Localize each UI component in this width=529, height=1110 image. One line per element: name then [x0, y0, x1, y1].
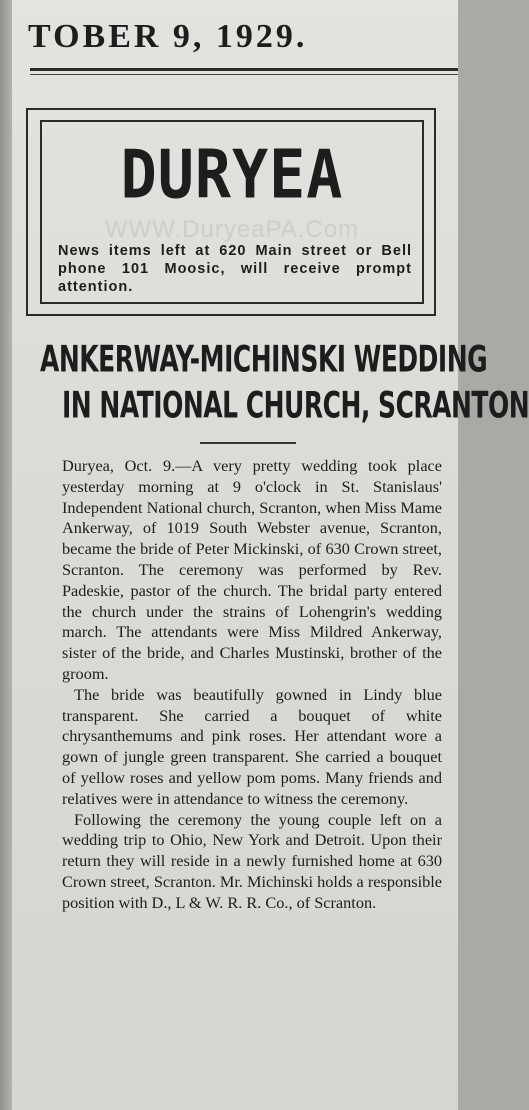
article-paragraph: Duryea, Oct. 9.—A very pretty wedding took place yesterday morning at 9 o'clock in St. Stanislaus' Independent National church, Scranton, when Miss Mame Ankerway, of 1019 South Webster avenue, Scranton, became the bride of Peter Mickinski, of 630 Crown street, Scranton. The ceremony was performed by Rev. Padeskie, pastor of the church. The bridal party entered the church under the strains of Lohengrin's wedding march. The attendants were Miss Mildred Ankerway, sister of the bride, and Charles Mustinski, brother of the groom.	[62, 456, 442, 683]
masthead-rule	[30, 68, 458, 71]
notice-text: News items left at 620 Main street or Bell phone 101 Moosic, will receive prompt attention.	[58, 243, 412, 295]
watermark: WWW.DuryeaPA.Com	[104, 216, 360, 243]
headline-divider	[200, 442, 296, 444]
notice-box	[40, 120, 424, 304]
article-body	[62, 456, 442, 914]
article-paragraph: The bride was beautifully gowned in Lindy blue transparent. She carried a bouquet of white chrysanthemums and pink roses. Her attendant wore a gown of jungle green transparent. She carried a bouquet of yellow roses and yellow pom poms. Many friends and relatives were in attendance to witness the ceremony.	[62, 684, 442, 808]
headline-line-1: ANKERWAY-MICHINSKI WEDDING	[40, 338, 488, 381]
headline-line-2: IN NATIONAL CHURCH, SCRANTON	[62, 384, 529, 427]
article-paragraph: Following the ceremony the young couple left on a wedding trip to Ohio, New York and Detroit. Upon their return they will reside in a newly furnished home at 630 Crown street, Scranton. Mr. Michinski holds a responsible position with D., L & W. R. R. Co., of Scranton.	[62, 809, 442, 912]
masthead-rule-thin	[30, 74, 458, 75]
town-heading: DURYEA	[120, 136, 344, 215]
dateline: TOBER 9, 1929.	[28, 18, 308, 55]
